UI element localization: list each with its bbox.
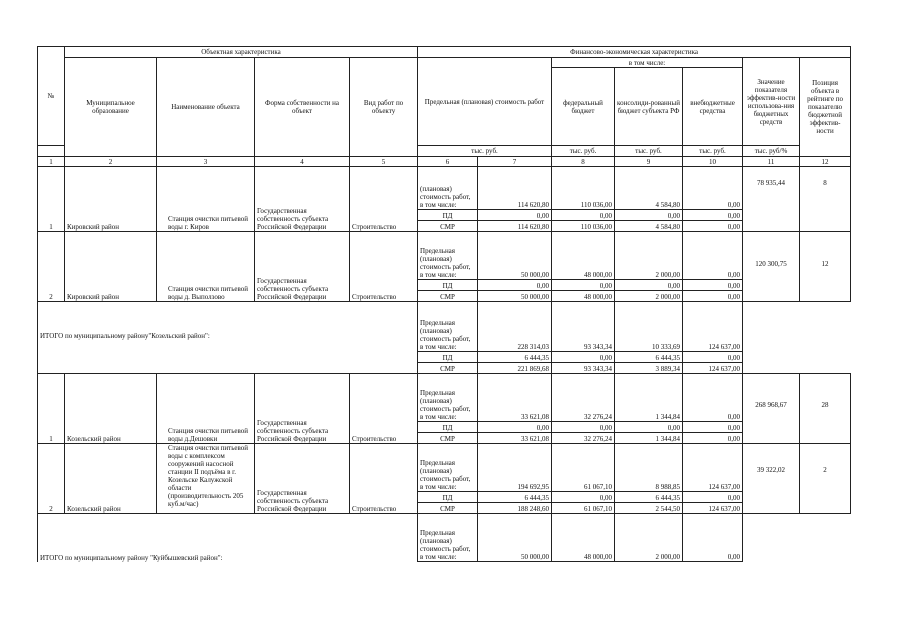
extra-total: 0,00 [683, 232, 743, 280]
fed-smr: 93 343,34 [552, 363, 615, 374]
colnum: 9 [615, 157, 683, 167]
extra-smr: 0,00 [683, 433, 743, 444]
table-row [38, 374, 851, 422]
unit-extra: тыс. руб. [683, 146, 743, 157]
extra-smr: 0,00 [683, 221, 743, 232]
extra-total: 0,00 [683, 374, 743, 422]
row-label-pd: ПД [418, 492, 478, 503]
unit-cons: тыс. руб. [615, 146, 683, 157]
col-cost: Предельная (плановая) стоимость работ [418, 58, 552, 146]
fed-pd: 0,00 [552, 280, 615, 291]
row-label-total: (плановая) стоимость работ, в том числе: [418, 167, 478, 210]
cost-smr: 50 000,00 [478, 291, 552, 302]
row-name: Станция очистки питьевой воды д. Выползово [157, 232, 255, 302]
extra-pd: 0,00 [683, 422, 743, 433]
fed-total: 93 343,34 [552, 302, 615, 352]
row-label-smr: СМР [418, 221, 478, 232]
row-label-smr: СМР [418, 503, 478, 514]
row-num: 2 [38, 232, 65, 302]
cons-pd: 0,00 [615, 422, 683, 433]
fed-pd: 0,00 [552, 492, 615, 503]
colnum: 1 [38, 157, 65, 167]
row-mun: Кировский район [65, 167, 157, 232]
financial-table-page [37, 46, 843, 562]
blank-cell [800, 302, 851, 374]
cons-smr: 2 544,50 [615, 503, 683, 514]
header-row-groups [38, 47, 851, 58]
col-pos: Позиция объекта в рейтинге по показателю бюджетной эффектив-ности [800, 58, 851, 157]
incl-header: в том числе: [552, 58, 743, 68]
col-extra: внебюджетные средства [683, 68, 743, 146]
cost-pd: 6 444,35 [478, 492, 552, 503]
eff-value: 78 935,44 [743, 167, 800, 232]
col-fed: федеральный бюджет [552, 68, 615, 146]
obj-group-header: Объектная характеристика [65, 47, 418, 58]
extra-pd: 0,00 [683, 492, 743, 503]
row-label-pd: ПД [418, 210, 478, 221]
pos-value: 28 [800, 374, 851, 444]
cons-total: 4 584,80 [615, 167, 683, 210]
cost-smr: 33 621,08 [478, 433, 552, 444]
eff-value: 120 300,75 [743, 232, 800, 302]
colnum: 11 [743, 157, 800, 167]
colnum: 2 [65, 157, 157, 167]
extra-smr: 0,00 [683, 291, 743, 302]
header-row-incl [38, 58, 851, 68]
col-form: Форма собственности на объект [255, 58, 350, 157]
fed-pd: 0,00 [552, 422, 615, 433]
row-label-smr: СМР [418, 291, 478, 302]
cons-smr: 3 889,34 [615, 363, 683, 374]
fed-total: 61 067,10 [552, 444, 615, 492]
cost-smr: 114 620,80 [478, 221, 552, 232]
num-blank [38, 146, 65, 157]
col-eff: Значение показателя эффектив-ности использова-ния бюджетных средств [743, 58, 800, 146]
cost-pd: 0,00 [478, 422, 552, 433]
cons-pd: 6 444,35 [615, 352, 683, 363]
blank-cell [743, 302, 800, 374]
cons-pd: 0,00 [615, 280, 683, 291]
fed-pd: 0,00 [552, 352, 615, 363]
cost-smr: 221 869,68 [478, 363, 552, 374]
column-numbers-row [38, 157, 851, 167]
fed-total: 32 276,24 [552, 374, 615, 422]
col-mun: Муниципальное образование [65, 58, 157, 157]
row-label-total: Предельная (плановая) стоимость работ, в том числе: [418, 232, 478, 280]
colnum: 8 [552, 157, 615, 167]
row-mun: Кировский район [65, 232, 157, 302]
itogo-label: ИТОГО по муниципальному району"Козельский район": [38, 302, 418, 374]
extra-pd: 0,00 [683, 280, 743, 291]
blank-cell [743, 514, 800, 562]
col-name: Наименование объекта [157, 58, 255, 157]
fed-smr: 48 000,00 [552, 291, 615, 302]
cons-total: 2 000,00 [615, 232, 683, 280]
cons-pd: 0,00 [615, 210, 683, 221]
cons-total: 10 333,69 [615, 302, 683, 352]
row-num: 2 [38, 444, 65, 514]
row-label-pd: ПД [418, 280, 478, 291]
row-label-total: Предельная (плановая) стоимость работ, в том числе: [418, 514, 478, 562]
fed-total: 48 000,00 [552, 514, 615, 562]
cost-total: 194 692,95 [478, 444, 552, 492]
table-row [38, 232, 851, 280]
unit-cost: тыс. руб. [418, 146, 552, 157]
row-label-total: Предельная (плановая) стоимость работ, в том числе: [418, 302, 478, 352]
eff-value: 39 322,02 [743, 444, 800, 514]
row-form: Государственная собственность субъекта Российской Федерации [255, 232, 350, 302]
table-row [38, 167, 851, 210]
pos-value: 2 [800, 444, 851, 514]
cost-total: 33 621,08 [478, 374, 552, 422]
cost-total: 228 314,03 [478, 302, 552, 352]
col-cons: консолиди-рованный бюджет субъекта РФ [615, 68, 683, 146]
colnum: 4 [255, 157, 350, 167]
cons-total: 2 000,00 [615, 514, 683, 562]
row-label-pd: ПД [418, 422, 478, 433]
row-num: 1 [38, 167, 65, 232]
colnum: 10 [683, 157, 743, 167]
row-name: Станция очистки питьевой воды с комплексом сооружений насосной станции II подъёма в г. Козельске Калужской области (производительность 205 куб.м/час) [157, 444, 255, 514]
extra-smr: 124 637,00 [683, 363, 743, 374]
row-name: Станция очистки питьевой воды д.Дешовки [157, 374, 255, 444]
row-label-smr: СМР [418, 363, 478, 374]
unit-fed: тыс. руб. [552, 146, 615, 157]
row-work: Строительство [350, 167, 418, 232]
row-label-pd: ПД [418, 352, 478, 363]
row-work: Строительство [350, 444, 418, 514]
table-row [38, 444, 851, 492]
cost-pd: 6 444,35 [478, 352, 552, 363]
colnum: 6 [418, 157, 478, 167]
colnum: 12 [800, 157, 851, 167]
colnum: 3 [157, 157, 255, 167]
unit-eff: тыс. руб/% [743, 146, 800, 157]
row-label-total: Предельная (плановая) стоимость работ, в том числе: [418, 444, 478, 492]
extra-smr: 124 637,00 [683, 503, 743, 514]
colnum: 7 [478, 157, 552, 167]
row-work: Строительство [350, 374, 418, 444]
itogo-row [38, 302, 851, 352]
row-name: Станция очистки питьевой воды г. Киров [157, 167, 255, 232]
row-label-total: Предельная (плановая) стоимость работ, в том числе: [418, 374, 478, 422]
extra-total: 124 637,00 [683, 302, 743, 352]
fed-total: 110 036,00 [552, 167, 615, 210]
row-work: Строительство [350, 232, 418, 302]
row-mun: Козельский район [65, 444, 157, 514]
extra-pd: 0,00 [683, 352, 743, 363]
eff-value: 268 968,67 [743, 374, 800, 444]
fed-smr: 61 067,10 [552, 503, 615, 514]
cost-pd: 0,00 [478, 280, 552, 291]
cons-smr: 1 344,84 [615, 433, 683, 444]
pos-value: 8 [800, 167, 851, 232]
itogo-row [38, 514, 851, 562]
cost-total: 50 000,00 [478, 232, 552, 280]
cons-total: 8 988,85 [615, 444, 683, 492]
blank-cell [800, 514, 851, 562]
cons-pd: 6 444,35 [615, 492, 683, 503]
row-label-smr: СМР [418, 433, 478, 444]
itogo-label: ИТОГО по муниципальному району "Куйбышевский район": [38, 514, 418, 562]
cons-total: 1 344,84 [615, 374, 683, 422]
cost-total: 50 000,00 [478, 514, 552, 562]
extra-total: 0,00 [683, 514, 743, 562]
extra-total: 0,00 [683, 167, 743, 210]
fin-group-header: Финансово-экономическая характеристика [418, 47, 851, 58]
cost-smr: 188 248,60 [478, 503, 552, 514]
col-num: № [38, 47, 65, 146]
financial-table [37, 46, 851, 562]
colnum: 5 [350, 157, 418, 167]
cost-pd: 0,00 [478, 210, 552, 221]
row-form: Государственная собственность субъекта Российской Федерации [255, 167, 350, 232]
cons-smr: 4 584,80 [615, 221, 683, 232]
row-num: 1 [38, 374, 65, 444]
fed-total: 48 000,00 [552, 232, 615, 280]
row-mun: Козельский район [65, 374, 157, 444]
cost-total: 114 620,80 [478, 167, 552, 210]
extra-total: 124 637,00 [683, 444, 743, 492]
fed-smr: 32 276,24 [552, 433, 615, 444]
pos-value: 12 [800, 232, 851, 302]
row-form: Государственная собственность субъекта Российской Федерации [255, 444, 350, 514]
extra-pd: 0,00 [683, 210, 743, 221]
fed-pd: 0,00 [552, 210, 615, 221]
col-work: Вид работ по объекту [350, 58, 418, 157]
cons-smr: 2 000,00 [615, 291, 683, 302]
row-form: Государственная собственность субъекта Российской Федерации [255, 374, 350, 444]
fed-smr: 110 036,00 [552, 221, 615, 232]
